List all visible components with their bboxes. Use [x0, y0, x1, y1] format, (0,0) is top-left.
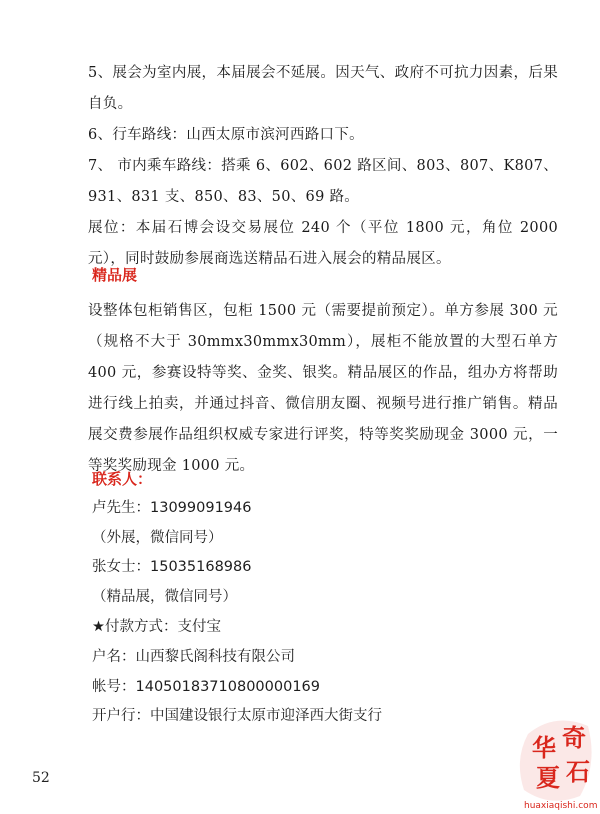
contact-lu-note: （外展，微信同号）: [92, 530, 223, 546]
paragraph-driving-route: 6、行车路线：山西太原市滨河西路口下。: [88, 127, 364, 143]
contact-zhang: 张女士：15035168986: [92, 559, 252, 575]
account-number: 帐号：14050183710800000169: [92, 679, 321, 695]
watermark-char4: 石: [566, 758, 590, 786]
heading-boutique-exhibition: 精品展: [92, 266, 138, 284]
watermark-url: huaxiaqishi.com: [524, 801, 598, 811]
payment-method: ★付款方式：支付宝: [92, 619, 221, 635]
page-number: 52: [32, 770, 50, 786]
heading-contacts: 联系人：: [92, 470, 153, 488]
paragraph-booth-info: 展位：本届石博会设交易展位 240 个（平位 1800 元，角位 2000 元），同时鼓励参展商选送精品石进入展会的精品展区。: [88, 220, 558, 267]
watermark-char3: 夏: [536, 764, 560, 792]
paragraph-bus-routes: 7、 市内乘车路线：搭乘 6、602、602 路区间、803、807、K807、931、831 支、850、83、50、69 路。: [88, 158, 558, 205]
account-name: 户名：山西黎氏阁科技有限公司: [92, 649, 295, 665]
watermark-char2: 奇: [562, 724, 586, 752]
watermark-logo: [510, 704, 600, 814]
paragraph-boutique-details: 设整体包柜销售区，包柜 1500 元（需要提前预定）。单方参展 300 元（规格不大于 30mmx30mmx30mm），展柜不能放置的大型石单方 400 元，参赛设特等奖、金奖、银奖。精品展区的作品，组办方将帮助进行线上拍卖，并通过抖音、微信朋友圈、视频号进行推广销售。精品展交费参展作品组织权威专家进行评奖，特等奖奖励现金 3000 元，一等奖奖励现金 1000 元。: [88, 303, 558, 474]
watermark-char1: 华: [532, 734, 556, 762]
contact-lu: 卢先生：13099091946: [92, 500, 252, 516]
bank-branch: 开户行：中国建设银行太原市迎泽西大街支行: [92, 708, 382, 724]
contact-zhang-note: （精品展，微信同号）: [92, 589, 237, 605]
paragraph-exhibition-indoor: 5、展会为室内展，本届展会不延展。因天气、政府不可抗力因素，后果自负。: [88, 65, 558, 112]
